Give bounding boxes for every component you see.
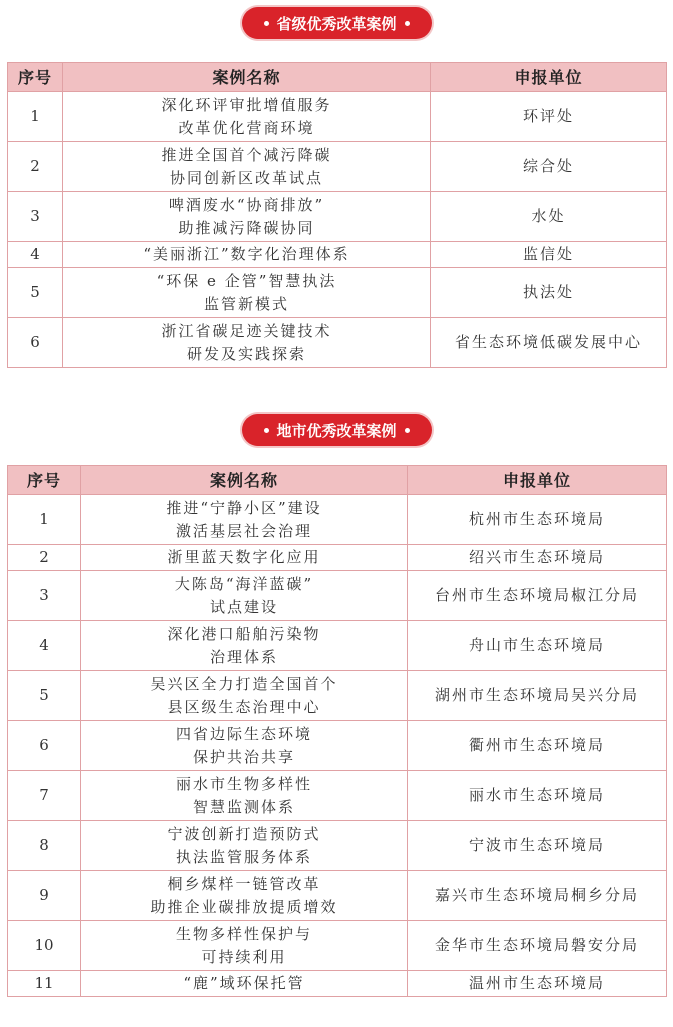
table-row [8, 545, 667, 571]
table-row [8, 268, 667, 318]
case-name-line: 智慧监测体系 [192, 797, 295, 816]
table-header-row [8, 466, 667, 495]
reporting-unit-cell: 杭州市生态环境局 [408, 495, 667, 545]
reporting-unit-cell: 省生态环境低碳发展中心 [431, 318, 667, 368]
table-row [8, 921, 667, 971]
case-name-line: 吴兴区全力打造全国首个 [150, 674, 338, 693]
table-row [8, 142, 667, 192]
case-name-cell [81, 571, 408, 621]
case-name-line: 生物多样性保护与 [175, 924, 312, 943]
header-index: 序号 [8, 466, 81, 495]
case-name-line: 研发及实践探索 [186, 344, 306, 363]
bullet-dot-icon [405, 21, 410, 26]
reporting-unit-cell: 衢州市生态环境局 [408, 721, 667, 771]
reporting-unit-cell: 监信处 [431, 242, 667, 268]
case-name-cell [63, 142, 431, 192]
case-name-line: 桐乡煤样一链管改革 [167, 874, 321, 893]
reporting-unit-cell: 丽水市生态环境局 [408, 771, 667, 821]
row-index: 3 [8, 571, 81, 621]
case-name-cell [81, 771, 408, 821]
case-name-cell [81, 621, 408, 671]
row-index: 5 [8, 671, 81, 721]
table-header-row [8, 63, 667, 92]
table-row [8, 318, 667, 368]
row-index: 11 [8, 971, 81, 997]
row-index: 1 [8, 92, 63, 142]
case-name-line: 啤酒废水“协商排放” [168, 195, 325, 214]
section2-title: 地市优秀改革案例 [276, 421, 397, 440]
row-index: 7 [8, 771, 81, 821]
reporting-unit-cell: 环评处 [431, 92, 667, 142]
reporting-unit-cell: 综合处 [431, 142, 667, 192]
table-row [8, 871, 667, 921]
case-name-line: 助推减污降碳协同 [178, 218, 315, 237]
row-index: 5 [8, 268, 63, 318]
reporting-unit-cell: 宁波市生态环境局 [408, 821, 667, 871]
row-index: 4 [8, 621, 81, 671]
row-index: 10 [8, 921, 81, 971]
case-name-line: 可持续利用 [201, 947, 287, 966]
case-name-line: 协同创新区改革试点 [169, 168, 323, 187]
case-name-line: 激活基层社会治理 [175, 521, 312, 540]
table-row [8, 621, 667, 671]
table-row [8, 771, 667, 821]
case-name-line: 改革优化营商环境 [178, 118, 315, 137]
case-name-line: “鹿”域环保托管 [183, 974, 305, 992]
bullet-dot-icon [263, 428, 268, 433]
table-row [8, 821, 667, 871]
table-row [8, 192, 667, 242]
case-name-cell [81, 921, 408, 971]
reporting-unit-cell: 湖州市生态环境局吴兴分局 [408, 671, 667, 721]
row-index: 4 [8, 242, 63, 268]
case-name-line: 治理体系 [209, 647, 278, 666]
row-index: 1 [8, 495, 81, 545]
bullet-dot-icon [263, 21, 268, 26]
row-index: 3 [8, 192, 63, 242]
section1-title: 省级优秀改革案例 [276, 14, 397, 33]
bullet-dot-icon [405, 428, 410, 433]
table-row [8, 571, 667, 621]
reporting-unit-cell: 舟山市生态环境局 [408, 621, 667, 671]
header-unit: 申报单位 [431, 63, 667, 92]
row-index: 6 [8, 721, 81, 771]
reporting-unit-cell: 温州市生态环境局 [408, 971, 667, 997]
case-name-line: 深化港口船舶污染物 [167, 624, 321, 643]
case-name-cell [63, 242, 431, 268]
case-name-line: 执法监管服务体系 [175, 847, 312, 866]
case-name-line: 四省边际生态环境 [175, 724, 312, 743]
case-name-line: 助推企业碳排放提质增效 [150, 897, 338, 916]
case-name-cell [81, 721, 408, 771]
case-name-cell [81, 671, 408, 721]
table-row [8, 971, 667, 997]
case-name-cell [81, 545, 408, 571]
case-name-line: 监管新模式 [203, 294, 289, 313]
case-name-line: 试点建设 [209, 597, 278, 616]
reporting-unit-cell: 水处 [431, 192, 667, 242]
table-row [8, 92, 667, 142]
reporting-unit-cell: 绍兴市生态环境局 [408, 545, 667, 571]
case-name-line: 浙里蓝天数字化应用 [167, 548, 321, 566]
row-index: 2 [8, 545, 81, 571]
case-name-cell [63, 92, 431, 142]
case-name-line: 浙江省碳足迹关键技术 [161, 321, 332, 340]
case-name-line: 县区级生态治理中心 [167, 697, 321, 716]
reporting-unit-cell: 嘉兴市生态环境局桐乡分局 [408, 871, 667, 921]
case-name-cell [81, 495, 408, 545]
case-name-line: 丽水市生物多样性 [175, 774, 312, 793]
table-row [8, 495, 667, 545]
case-name-line: 宁波创新打造预防式 [167, 824, 321, 843]
header-case-name: 案例名称 [81, 466, 408, 495]
reporting-unit-cell: 金华市生态环境局磐安分局 [408, 921, 667, 971]
table-row [8, 671, 667, 721]
row-index: 6 [8, 318, 63, 368]
table-row [8, 721, 667, 771]
case-name-cell [63, 268, 431, 318]
case-name-line: 保护共治共享 [192, 747, 295, 766]
section1-title-badge [241, 7, 431, 39]
row-index: 8 [8, 821, 81, 871]
row-index: 2 [8, 142, 63, 192]
case-name-line: 深化环评审批增值服务 [161, 95, 332, 114]
provincial-cases-table [7, 62, 667, 368]
header-index: 序号 [8, 63, 63, 92]
case-name-line: 推进全国首个减污降碳 [161, 145, 332, 164]
reporting-unit-cell: 台州市生态环境局椒江分局 [408, 571, 667, 621]
case-name-cell [63, 318, 431, 368]
case-name-line: “环保 e 企管”智慧执法 [156, 271, 337, 290]
case-name-cell [81, 971, 408, 997]
header-unit: 申报单位 [408, 466, 667, 495]
row-index: 9 [8, 871, 81, 921]
case-name-cell [63, 192, 431, 242]
case-name-cell [81, 871, 408, 921]
municipal-cases-table [7, 465, 667, 997]
section2-title-badge [241, 414, 431, 446]
case-name-line: 推进“宁静小区”建设 [166, 498, 322, 517]
case-name-line: “美丽浙江”数字化治理体系 [143, 245, 350, 263]
case-name-line: 大陈岛“海洋蓝碳” [174, 574, 314, 593]
case-name-cell [81, 821, 408, 871]
reporting-unit-cell: 执法处 [431, 268, 667, 318]
header-case-name: 案例名称 [63, 63, 431, 92]
table-row [8, 242, 667, 268]
